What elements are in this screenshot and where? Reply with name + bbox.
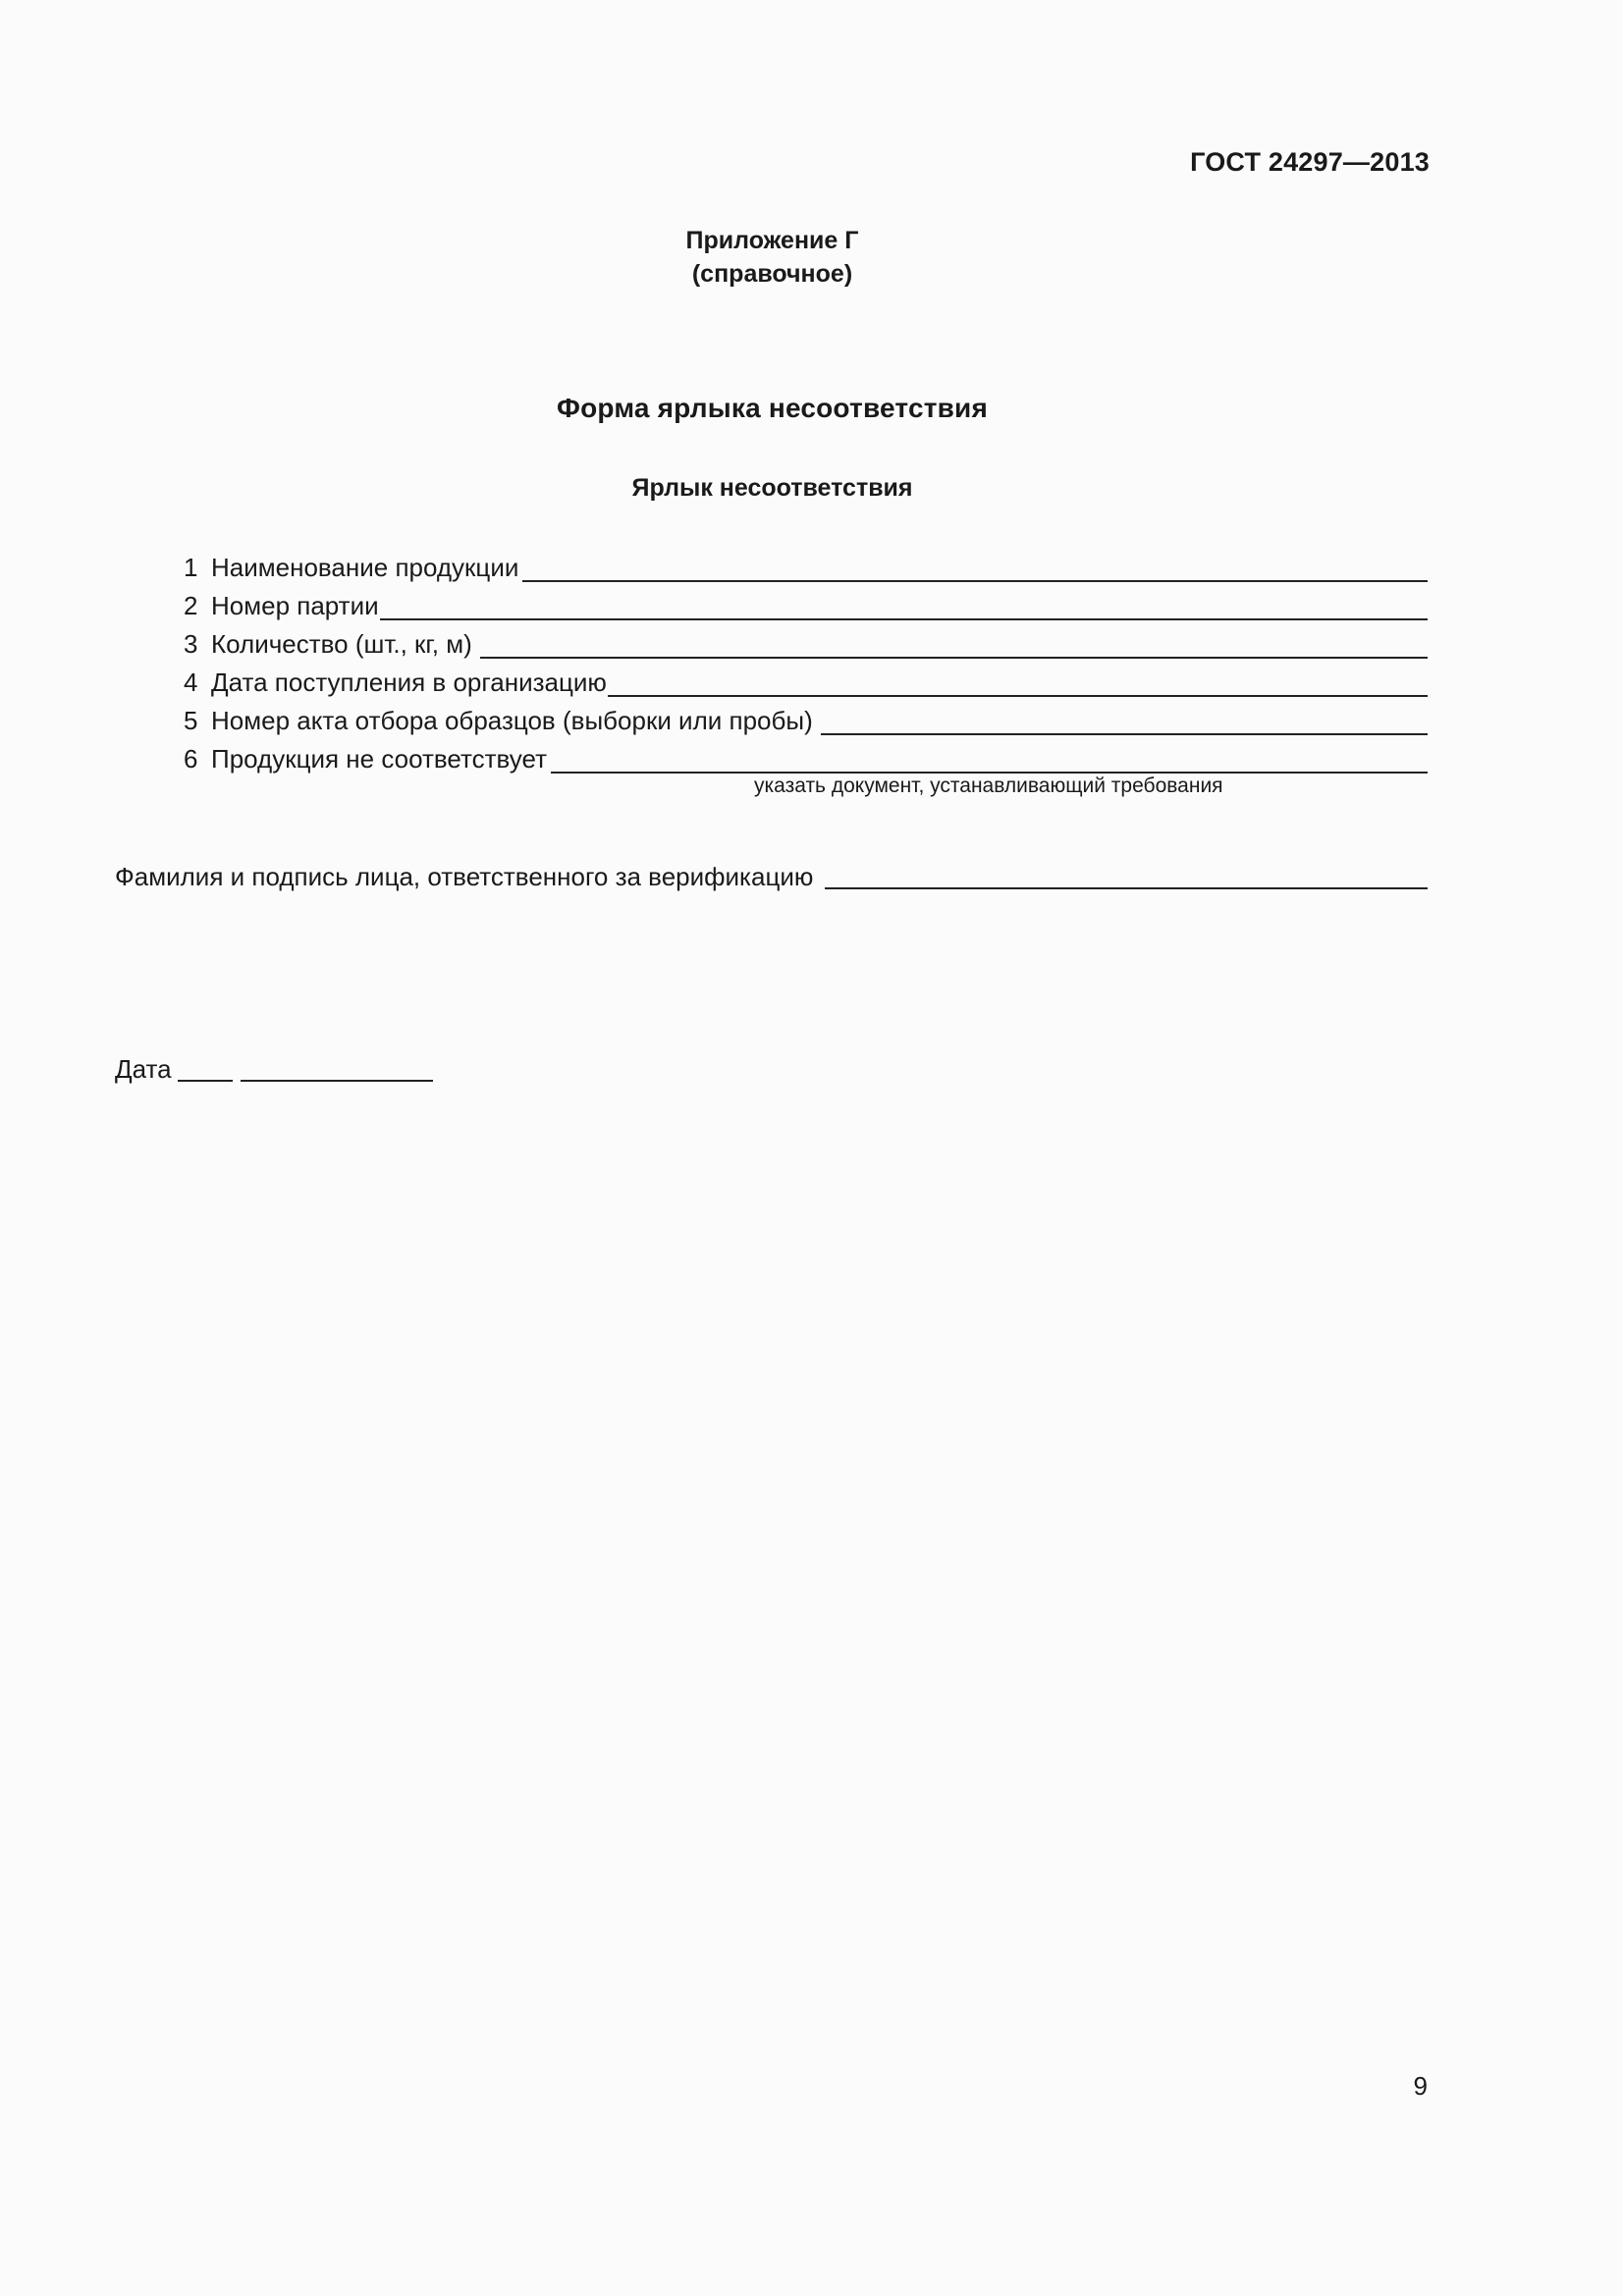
field-row-quantity <box>184 626 1428 660</box>
field-row-product-name <box>184 550 1428 583</box>
field-label: Количество (шт., кг, м) <box>211 629 472 659</box>
sampling-act-fill-line[interactable] <box>821 706 1428 735</box>
date-row <box>115 1051 433 1085</box>
page-number: 9 <box>1413 2071 1428 2101</box>
field-row-sampling-act <box>184 703 1428 736</box>
field-label: Продукция не соответствует <box>211 744 547 774</box>
tag-title: Ярлык несоответствия <box>631 474 913 502</box>
form-title: Форма ярлыка несоответствия <box>557 393 988 423</box>
field-number: 4 <box>184 667 198 697</box>
batch-number-fill-line[interactable] <box>380 591 1428 620</box>
field-number: 3 <box>184 629 198 659</box>
field-label: Номер акта отбора образцов (выборки или пробы) <box>211 706 813 735</box>
field-row-nonconformity <box>184 741 1428 774</box>
signature-row <box>115 859 1428 892</box>
field-row-receipt-date <box>184 665 1428 698</box>
field-label: Дата поступления в организацию <box>211 667 607 697</box>
field-row-batch-number <box>184 588 1428 621</box>
field-number: 6 <box>184 744 198 774</box>
appendix-title: Приложение Г <box>685 227 859 254</box>
standard-number: ГОСТ 24297—2013 <box>1190 147 1430 177</box>
field-number: 2 <box>184 591 198 620</box>
signature-fill-line[interactable] <box>825 860 1428 889</box>
product-name-fill-line[interactable] <box>522 553 1428 582</box>
field-label: Номер партии <box>211 591 379 620</box>
quantity-fill-line[interactable] <box>480 629 1428 659</box>
field-label: Наименование продукции <box>211 553 519 582</box>
nonconformity-fill-line[interactable] <box>551 744 1428 774</box>
signature-label: Фамилия и подпись лица, ответственного за верификацию <box>115 862 814 891</box>
date-month-year-fill-line[interactable] <box>241 1052 433 1082</box>
date-label: Дата <box>115 1054 172 1084</box>
appendix-heading <box>0 224 1544 291</box>
appendix-status: (справочное) <box>691 260 853 288</box>
receipt-date-fill-line[interactable] <box>608 667 1428 697</box>
field6-hint: указать документ, устанавливающий требования <box>754 774 1223 797</box>
field-number: 5 <box>184 706 198 735</box>
field-number: 1 <box>184 553 198 582</box>
date-day-fill-line[interactable] <box>178 1052 233 1082</box>
